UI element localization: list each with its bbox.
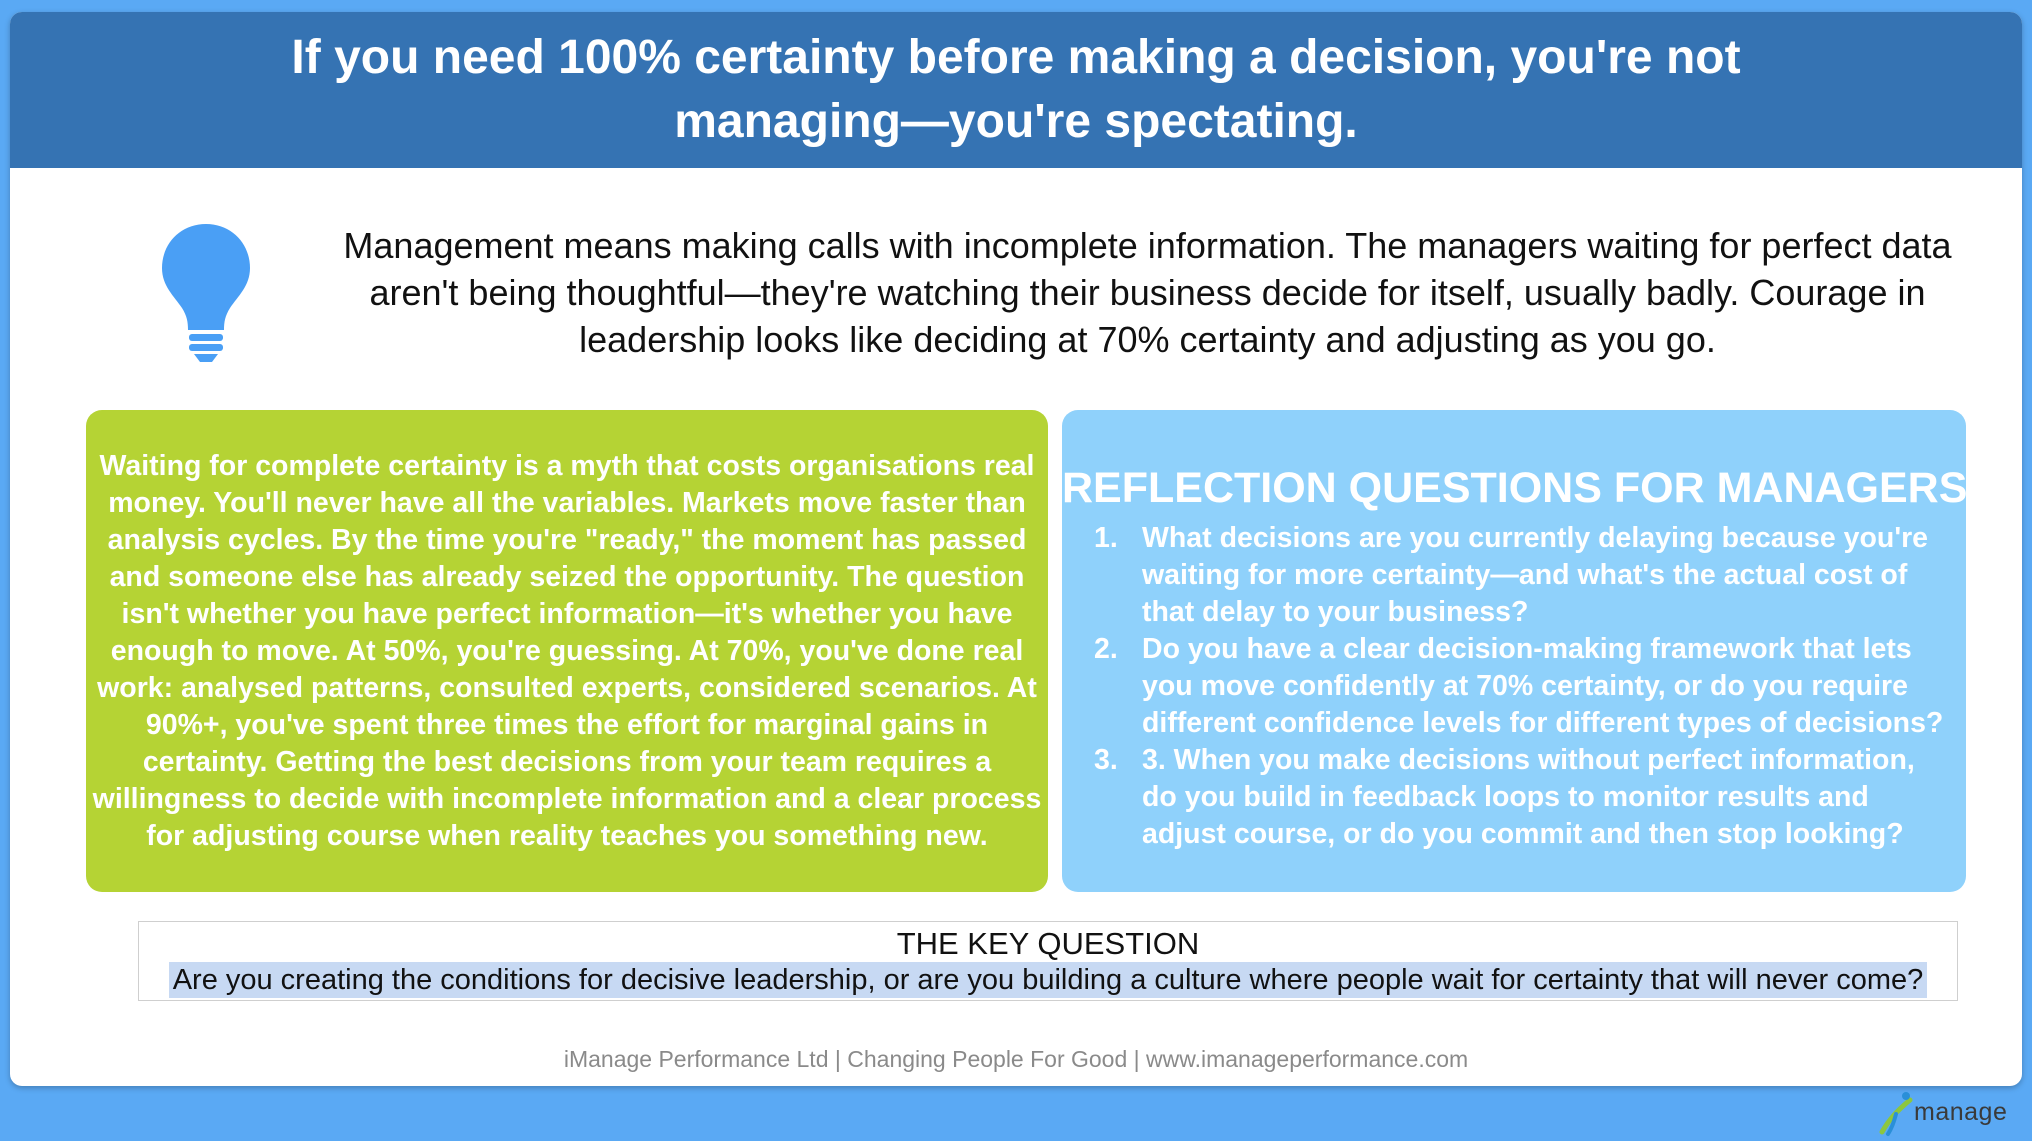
question-number: 3. xyxy=(1094,744,1118,776)
reflection-question xyxy=(1094,742,1954,853)
header-banner xyxy=(10,12,2022,168)
reflection-panel xyxy=(1062,410,1966,892)
question-text: Do you have a clear decision-making framework that lets you move confidently at 70% certainty, or do you require different confidence levels for different types of decisions? xyxy=(1142,633,1944,739)
reflection-question xyxy=(1094,631,1954,742)
headline: If you need 100% certainty before making a decision, you're not managing—you're spectating. xyxy=(291,31,1741,148)
intro-text: Management means making calls with incomplete information. The managers waiting for perfect data aren't being thoughtful—they're watching their business decide for itself, usually badly. Courage in leadership looks like deciding at 70% certainty and adjusting as you go. xyxy=(343,225,1952,360)
question-number: 2. xyxy=(1094,633,1118,665)
logo-mark-icon xyxy=(1876,1088,1916,1138)
question-text: What decisions are you currently delaying because you're waiting for more certainty—and what's the actual cost of that delay to your business? xyxy=(1142,522,1929,628)
reflection-title: REFLECTION QUESTIONS FOR MANAGERS xyxy=(1062,464,1968,512)
reflection-question xyxy=(1094,520,1954,631)
question-number: 1. xyxy=(1094,522,1118,554)
footer-text: iManage Performance Ltd | Changing People For Good | www.imanageperformance.com xyxy=(563,1046,1469,1072)
question-text: 3. When you make decisions without perfect information, do you build in feedback loops to monitor results and adjust course, or do you commit and then stop looking? xyxy=(1142,744,1915,850)
lightbulb-icon xyxy=(160,222,252,364)
key-question-title: THE KEY QUESTION xyxy=(896,926,1200,961)
imanage-logo xyxy=(1876,1088,2026,1138)
infographic-card xyxy=(10,12,2022,1086)
reflection-question-list xyxy=(1094,520,1954,853)
key-question-box xyxy=(138,921,1958,1001)
explanation-panel xyxy=(86,410,1048,892)
explanation-text: Waiting for complete certainty is a myth that costs organisations real money. You'll never have all the variables. Markets move faster than analysis cycles. By the time you're "ready," the moment has passed and someone else has already seized the opportunity. The question isn't whether you have perfect information—it's whether you have enough to move. At 50%, you're guessing. At 70%, you've done real work: analysed patterns, consulted experts, considered scenarios. At 90%+, you've spent three times the effort for marginal gains in certainty. Getting the best decisions from your team requires a willingness to decide with incomplete information and a clear process for adjusting course when reality teaches you something new. xyxy=(92,449,1042,852)
logo-wordmark: manage xyxy=(1914,1098,2008,1126)
key-question-text: Are you creating the conditions for decisive leadership, or are you building a culture where people wait for certainty that will never come? xyxy=(169,962,1928,998)
